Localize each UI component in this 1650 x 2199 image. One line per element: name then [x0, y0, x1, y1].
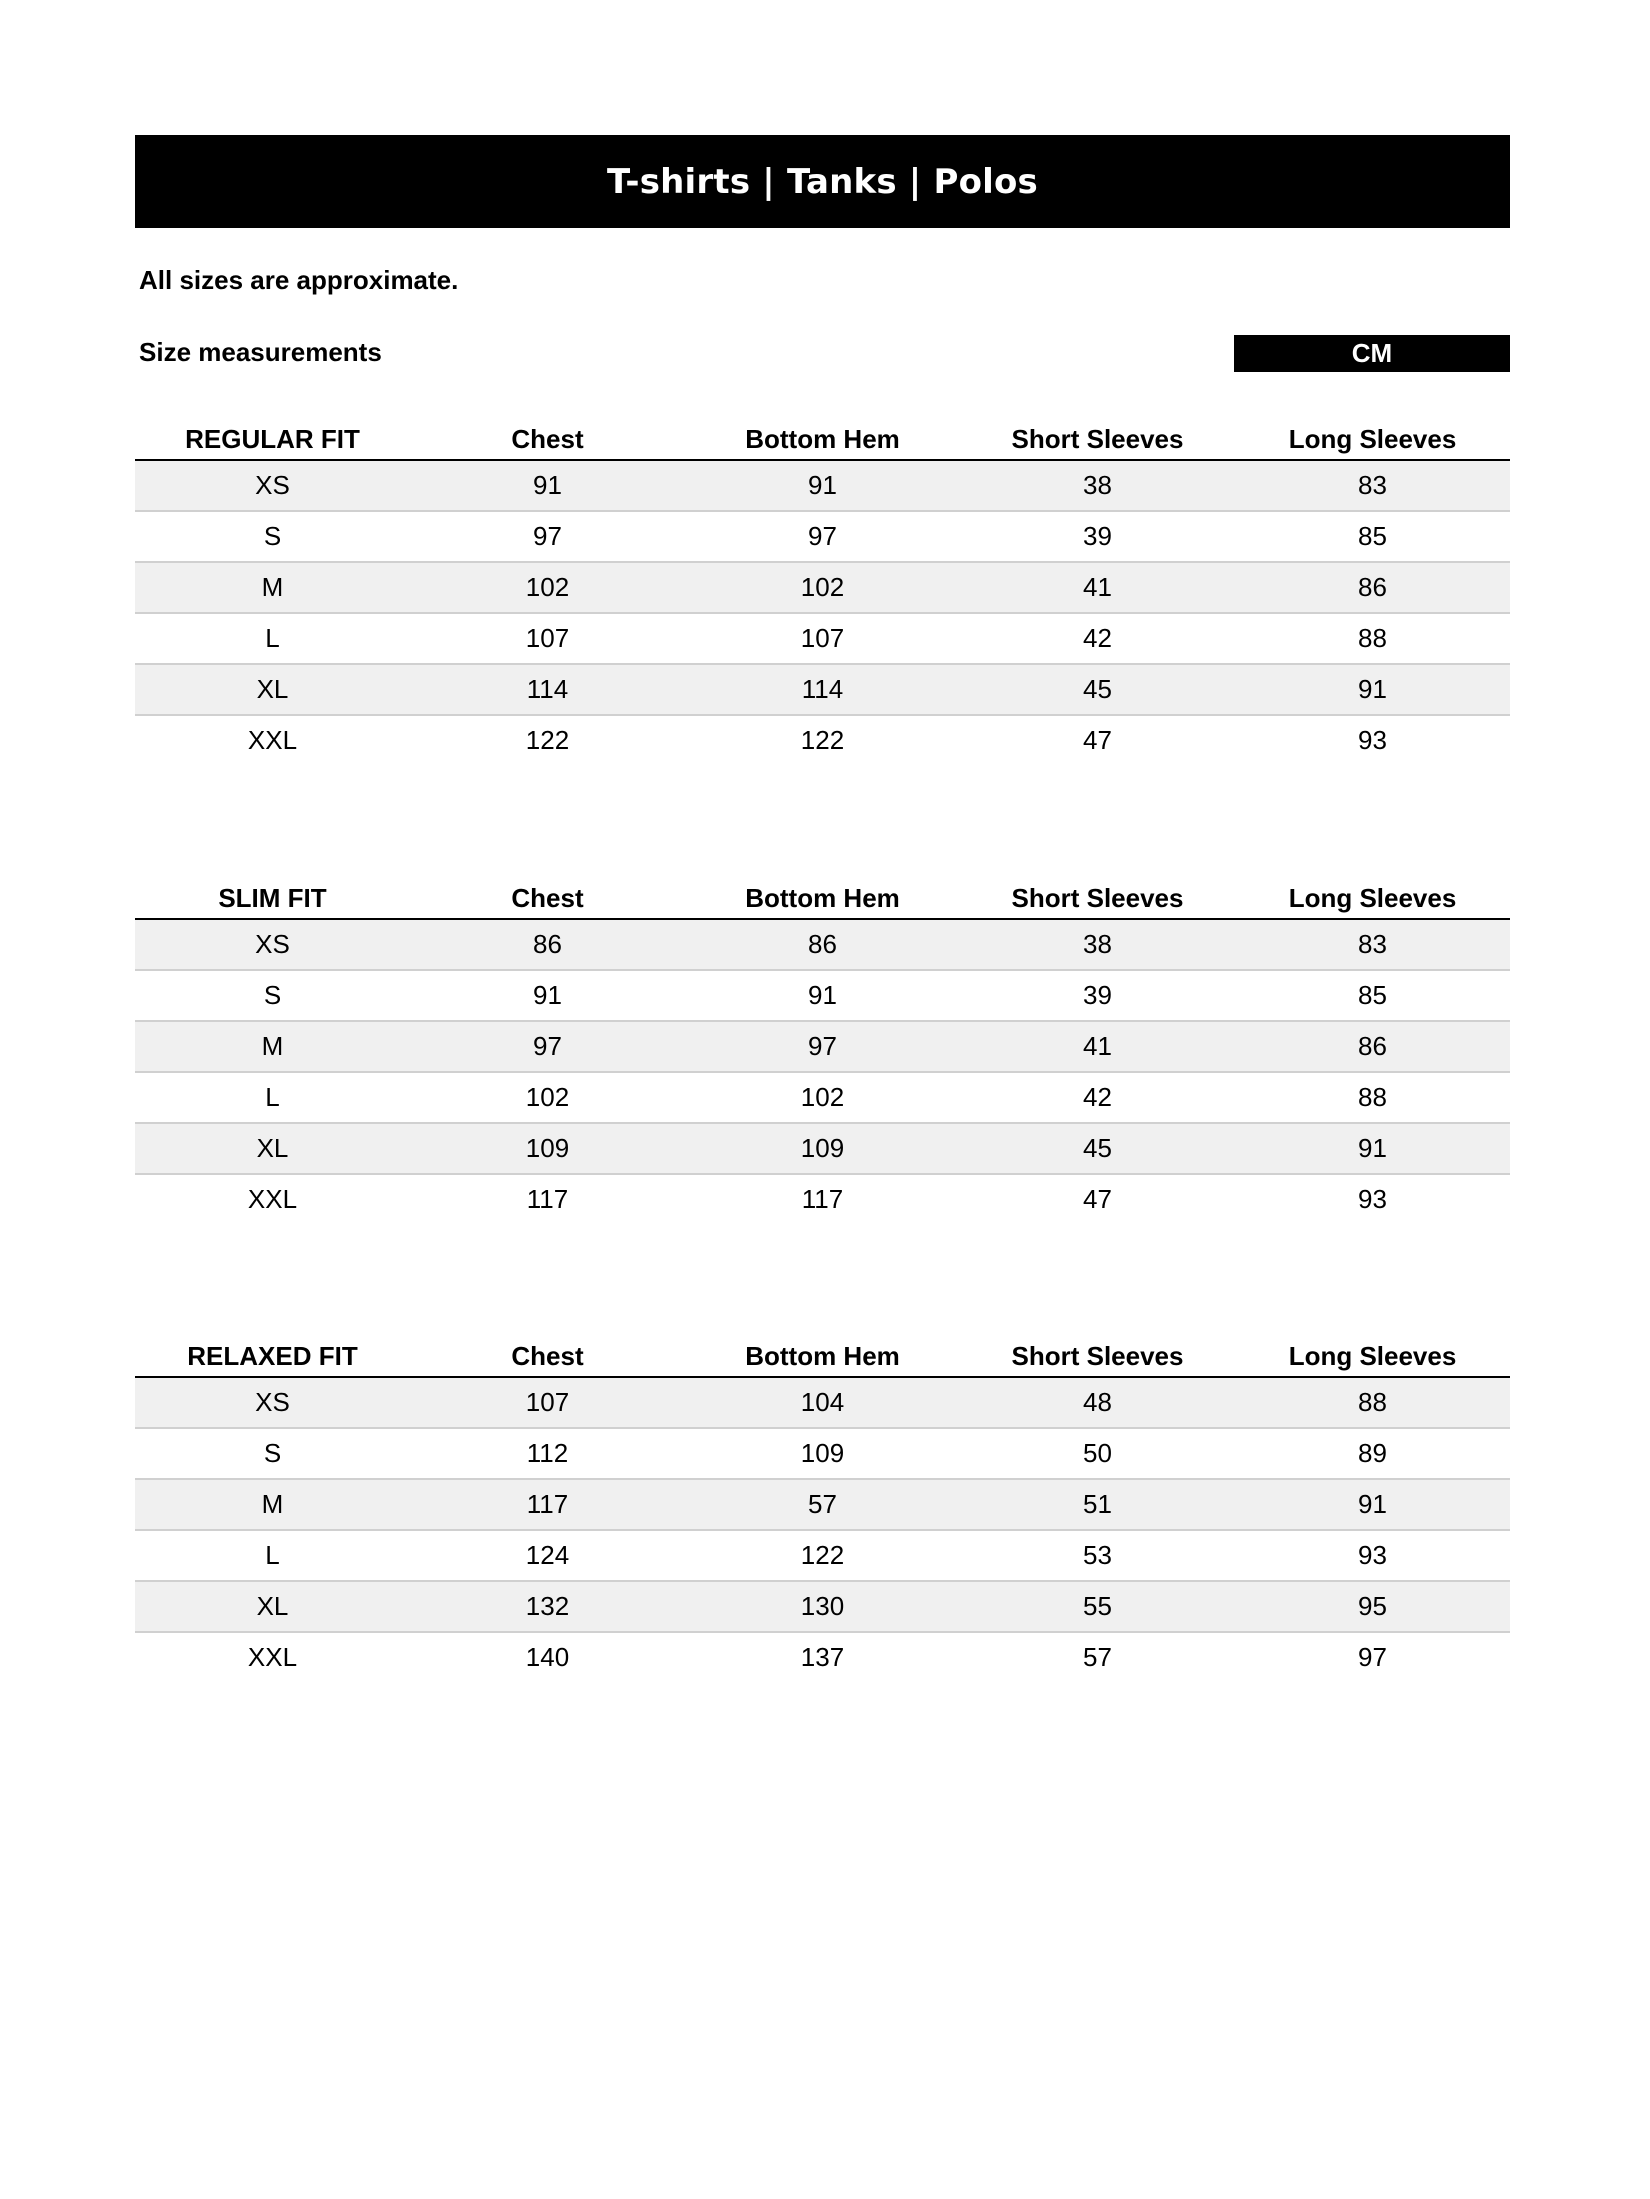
chest-cell: 102: [410, 1072, 685, 1123]
chest-cell: 114: [410, 664, 685, 715]
long-sleeves-cell: 93: [1235, 715, 1510, 765]
relaxed-fit-table: [135, 1324, 1510, 1682]
short-sleeves-cell: 47: [960, 1174, 1235, 1224]
short-sleeves-cell: 45: [960, 664, 1235, 715]
long-sleeves-cell: 86: [1235, 1021, 1510, 1072]
long-sleeves-heading: Long Sleeves: [1235, 866, 1510, 919]
size-cell: XS: [135, 919, 410, 970]
bottom-hem-cell: 97: [685, 1021, 960, 1072]
short-sleeves-cell: 39: [960, 511, 1235, 562]
long-sleeves-cell: 95: [1235, 1581, 1510, 1632]
short-sleeves-cell: 45: [960, 1123, 1235, 1174]
unit-badge: CM: [1234, 335, 1510, 372]
bottom-hem-cell: 104: [685, 1377, 960, 1428]
short-sleeves-cell: 38: [960, 919, 1235, 970]
size-cell: L: [135, 1072, 410, 1123]
chest-heading: Chest: [410, 866, 685, 919]
chest-heading: Chest: [410, 1324, 685, 1377]
long-sleeves-cell: 86: [1235, 562, 1510, 613]
long-sleeves-cell: 88: [1235, 1072, 1510, 1123]
bottom-hem-cell: 109: [685, 1123, 960, 1174]
short-sleeves-heading: Short Sleeves: [960, 1324, 1235, 1377]
table-row: [135, 562, 1510, 613]
bottom-hem-cell: 109: [685, 1428, 960, 1479]
table-row: [135, 1479, 1510, 1530]
long-sleeves-cell: 93: [1235, 1174, 1510, 1224]
size-cell: L: [135, 613, 410, 664]
page-title: T-shirts | Tanks | Polos: [607, 161, 1038, 202]
size-cell: XXL: [135, 1174, 410, 1224]
size-cell: S: [135, 511, 410, 562]
short-sleeves-cell: 57: [960, 1632, 1235, 1682]
short-sleeves-cell: 42: [960, 613, 1235, 664]
short-sleeves-cell: 39: [960, 970, 1235, 1021]
bottom-hem-cell: 86: [685, 919, 960, 970]
short-sleeves-heading: Short Sleeves: [960, 407, 1235, 460]
short-sleeves-cell: 42: [960, 1072, 1235, 1123]
long-sleeves-cell: 91: [1235, 1123, 1510, 1174]
size-cell: XS: [135, 1377, 410, 1428]
chest-cell: 109: [410, 1123, 685, 1174]
chest-cell: 140: [410, 1632, 685, 1682]
table-row: [135, 1021, 1510, 1072]
fit-heading: REGULAR FIT: [135, 407, 410, 460]
chest-cell: 117: [410, 1479, 685, 1530]
table-row: [135, 1428, 1510, 1479]
long-sleeves-cell: 91: [1235, 664, 1510, 715]
short-sleeves-cell: 51: [960, 1479, 1235, 1530]
long-sleeves-cell: 88: [1235, 613, 1510, 664]
bottom-hem-cell: 91: [685, 460, 960, 511]
short-sleeves-cell: 50: [960, 1428, 1235, 1479]
fit-heading: SLIM FIT: [135, 866, 410, 919]
table-row: [135, 1632, 1510, 1682]
chest-cell: 97: [410, 1021, 685, 1072]
table-row: [135, 919, 1510, 970]
chest-cell: 132: [410, 1581, 685, 1632]
table-header-row: [135, 866, 1510, 919]
table-row: [135, 1581, 1510, 1632]
short-sleeves-cell: 55: [960, 1581, 1235, 1632]
table-header-row: [135, 407, 1510, 460]
bottom-hem-heading: Bottom Hem: [685, 407, 960, 460]
bottom-hem-cell: 91: [685, 970, 960, 1021]
bottom-hem-cell: 122: [685, 1530, 960, 1581]
bottom-hem-cell: 114: [685, 664, 960, 715]
bottom-hem-cell: 137: [685, 1632, 960, 1682]
chest-cell: 107: [410, 1377, 685, 1428]
size-cell: M: [135, 562, 410, 613]
chest-heading: Chest: [410, 407, 685, 460]
long-sleeves-cell: 83: [1235, 460, 1510, 511]
chest-cell: 91: [410, 460, 685, 511]
size-cell: XS: [135, 460, 410, 511]
size-cell: XL: [135, 1123, 410, 1174]
size-measurements-label: Size measurements: [139, 337, 382, 367]
size-cell: S: [135, 1428, 410, 1479]
bottom-hem-heading: Bottom Hem: [685, 1324, 960, 1377]
chest-cell: 122: [410, 715, 685, 765]
chest-cell: 117: [410, 1174, 685, 1224]
table-row: [135, 1174, 1510, 1224]
size-cell: M: [135, 1021, 410, 1072]
chest-cell: 112: [410, 1428, 685, 1479]
slim-fit-table: [135, 866, 1510, 1224]
table-row: [135, 664, 1510, 715]
bottom-hem-cell: 57: [685, 1479, 960, 1530]
short-sleeves-cell: 38: [960, 460, 1235, 511]
size-cell: XL: [135, 1581, 410, 1632]
bottom-hem-heading: Bottom Hem: [685, 866, 960, 919]
size-cell: XXL: [135, 715, 410, 765]
size-cell: XL: [135, 664, 410, 715]
chest-cell: 91: [410, 970, 685, 1021]
long-sleeves-cell: 91: [1235, 1479, 1510, 1530]
bottom-hem-cell: 97: [685, 511, 960, 562]
long-sleeves-cell: 93: [1235, 1530, 1510, 1581]
page-title-banner: [135, 135, 1510, 228]
approximate-note: All sizes are approximate.: [139, 265, 459, 295]
bottom-hem-cell: 102: [685, 562, 960, 613]
short-sleeves-cell: 48: [960, 1377, 1235, 1428]
table-row: [135, 1123, 1510, 1174]
table-row: [135, 511, 1510, 562]
bottom-hem-cell: 117: [685, 1174, 960, 1224]
long-sleeves-cell: 97: [1235, 1632, 1510, 1682]
size-cell: L: [135, 1530, 410, 1581]
size-cell: M: [135, 1479, 410, 1530]
bottom-hem-cell: 130: [685, 1581, 960, 1632]
chest-cell: 97: [410, 511, 685, 562]
size-cell: XXL: [135, 1632, 410, 1682]
short-sleeves-heading: Short Sleeves: [960, 866, 1235, 919]
bottom-hem-cell: 107: [685, 613, 960, 664]
regular-fit-table: [135, 407, 1510, 765]
chest-cell: 107: [410, 613, 685, 664]
short-sleeves-cell: 41: [960, 562, 1235, 613]
table-row: [135, 613, 1510, 664]
table-row: [135, 460, 1510, 511]
bottom-hem-cell: 122: [685, 715, 960, 765]
table-header-row: [135, 1324, 1510, 1377]
short-sleeves-cell: 53: [960, 1530, 1235, 1581]
long-sleeves-heading: Long Sleeves: [1235, 1324, 1510, 1377]
chest-cell: 102: [410, 562, 685, 613]
bottom-hem-cell: 102: [685, 1072, 960, 1123]
short-sleeves-cell: 41: [960, 1021, 1235, 1072]
long-sleeves-cell: 89: [1235, 1428, 1510, 1479]
long-sleeves-cell: 85: [1235, 511, 1510, 562]
long-sleeves-cell: 88: [1235, 1377, 1510, 1428]
fit-heading: RELAXED FIT: [135, 1324, 410, 1377]
table-row: [135, 1072, 1510, 1123]
chest-cell: 124: [410, 1530, 685, 1581]
table-row: [135, 970, 1510, 1021]
table-row: [135, 715, 1510, 765]
long-sleeves-cell: 85: [1235, 970, 1510, 1021]
chest-cell: 86: [410, 919, 685, 970]
long-sleeves-heading: Long Sleeves: [1235, 407, 1510, 460]
size-cell: S: [135, 970, 410, 1021]
short-sleeves-cell: 47: [960, 715, 1235, 765]
table-row: [135, 1530, 1510, 1581]
table-row: [135, 1377, 1510, 1428]
long-sleeves-cell: 83: [1235, 919, 1510, 970]
